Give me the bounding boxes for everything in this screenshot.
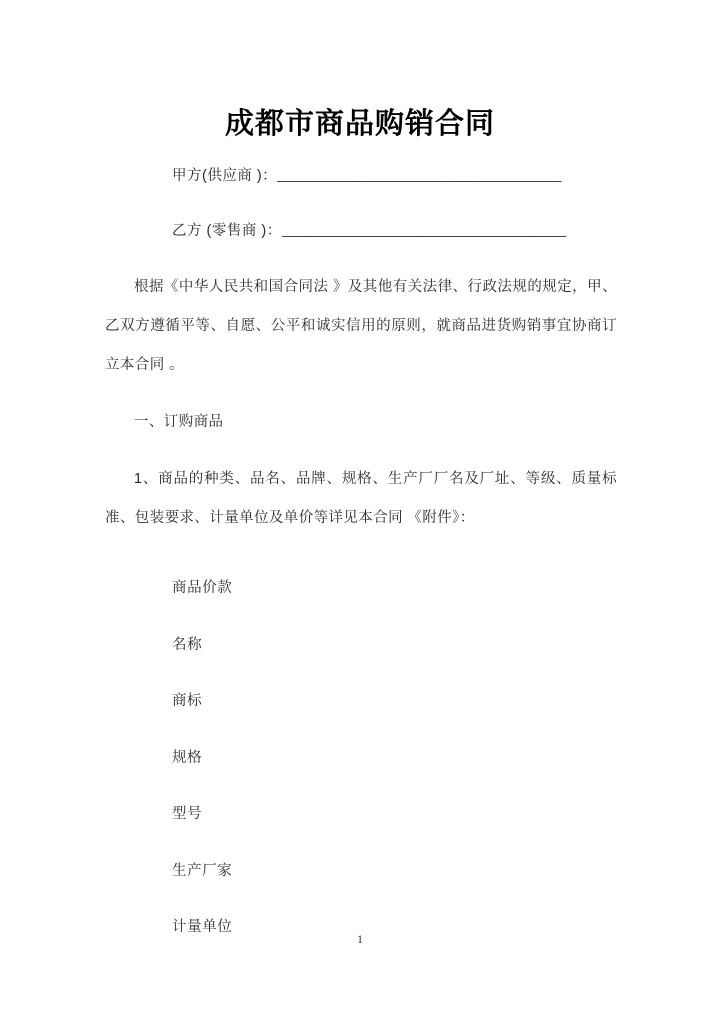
list-item: 名称 (172, 636, 203, 653)
field-list-spacer (105, 538, 617, 560)
party-fill-supplier[interactable]: ______________________________________ (277, 167, 561, 183)
list-item: 商标 (172, 693, 203, 709)
party-label-supplier: 甲方(供应商 )： (172, 168, 278, 184)
party-spacer (105, 187, 617, 220)
page-number: 1 (357, 932, 363, 946)
preamble-spacer (105, 242, 617, 268)
section-item-1: 1、商品的种类、品名、品牌、规格、生产厂厂名及厂址、等级、质量标准、包装要求、计量单位及单价等详见本合同 《附件》： (105, 471, 617, 526)
preamble-paragraph: 根据《中华人民共和国合同法 》及其他有关法律、行政法规的规定，甲、乙双方遵循平等、自愿、公平和诚实信用的原则，就商品进货购销事宜协商订立本合同 。 (105, 279, 617, 373)
party-label-retailer: 乙方 (零售商 )： (172, 223, 282, 239)
document-body (105, 165, 617, 956)
list-item: 型号 (172, 806, 203, 822)
party-fill-retailer[interactable]: ______________________________________ (281, 222, 566, 238)
section-spacer (105, 385, 617, 403)
item-spacer (105, 442, 617, 460)
list-item: 规格 (172, 749, 203, 766)
party-line-supplier (105, 165, 617, 187)
goods-field-list (105, 560, 617, 956)
list-item: 商品价款 (172, 580, 233, 596)
page-title: 成都市商品购销合同 (224, 108, 495, 140)
section-heading-ordered-goods: 一、订购商品 (134, 414, 224, 430)
party-line-retailer (105, 220, 617, 242)
list-item: 生产厂家 (172, 862, 233, 879)
list-item: 计量单位 (172, 919, 233, 935)
